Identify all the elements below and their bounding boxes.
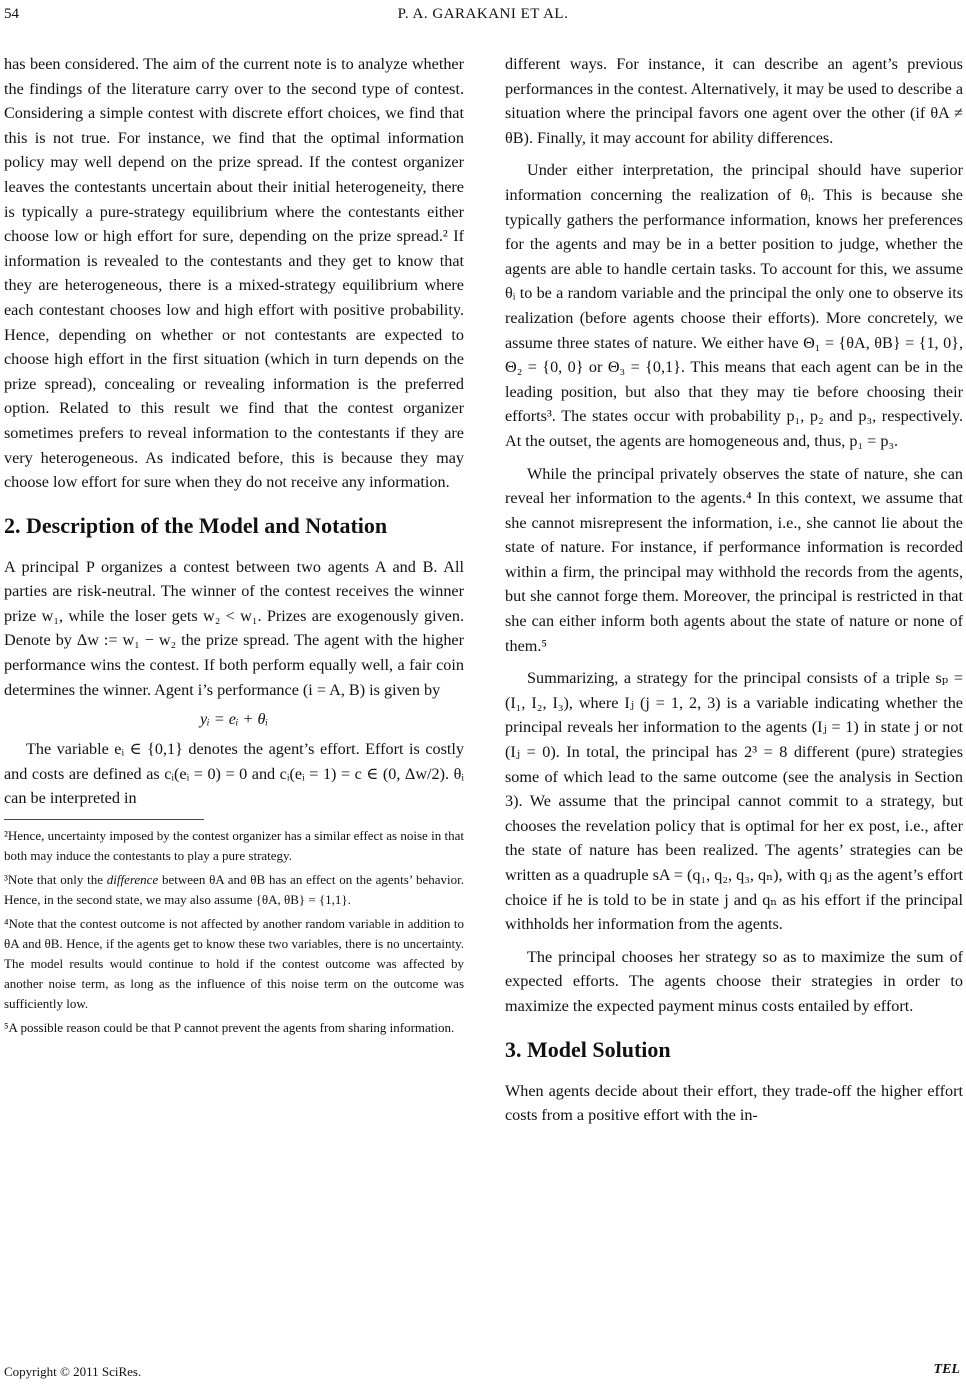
right-column — [505, 52, 963, 1136]
performance-equation: yᵢ = eᵢ + θᵢ — [199, 710, 269, 729]
model-paragraph: A principal P organizes a contest between two agents A and B. All parties are risk-neutral. The winner of the contest receives the winner prize w₁, while the loser gets w₂ < w₁. Prizes are exogenously given. Denote by Δw := w₁ − w₂ the prize spread. The agent with the higher performance wins the contest. If both perform equally well, a fair coin determines the winner. Agent i’s performance (i = A, B) is given by — [4, 557, 464, 699]
section-2-title: 2. Description of the Model and Notation — [4, 512, 388, 538]
page-number: 54 — [4, 6, 19, 22]
journal-footer: TEL — [933, 1362, 960, 1377]
copyright-footer: Copyright © 2011 SciRes. — [4, 1364, 142, 1379]
intro-paragraph: has been considered. The aim of the current note is to analyze whether the findings of the literature carry over to the second type of contest. Considering a simple contest with discrete effort choices, we find that this is not true. For instance, we find that the optimal information policy may well depend on the prize spread. If the contest organizer leaves the contestants uncertain about their initial heterogeneity, there is typically a pure-strategy equilibrium where the contestants either choose low or high effort for sure, depending on the prize spread.² If information is revealed to the contestants and they get to know that they are heterogeneous, there is a mixed-strategy equilibrium where each contestant chooses low and high effort with positive probability. Hence, depending on whether or not contestants are expected to choose high effort in the first situation (which in turn depends on the prize spread), concealing or revealing information is the preferred option. Related to this result we find that the contest organizer sometimes prefers to reveal information to the contestants if they are very heterogeneous. As indicated before, this is because they may choose low effort for sure when they do not receive any information. — [4, 55, 464, 492]
effort-paragraph: The variable eᵢ ∈ {0,1} denotes the agent’s effort. Effort is costly and costs are defined as cᵢ(eᵢ = 0) = 0 and cᵢ(eᵢ = 1) = c ∈ (0, Δw/2). θᵢ can be interpreted in — [4, 740, 464, 808]
solution-paragraph: When agents decide about their effort, they trade-off the higher effort costs from a positive effort with the in- — [505, 1081, 963, 1125]
information-paragraph: Under either interpretation, the principal should have superior information concerning the realization of θᵢ. This is because she typically gathers the performance information, knows her preferences for the agents and may be in a better position to judge, whether the agents are able to handle certain tasks. To account for this, we assume θᵢ to be a random variable and the principal the only one to observe its realization (before agents choose their efforts). More concretely, we assume three states of nature. We either have Θ₁ = {θA, θB} = {1, 0}, Θ₂ = {0, 0} or Θ₃ = {0,1}. This means that each agent can be in the leading position, but also that they may tie before choosing their efforts³. The states occur with probability p₁, p₂ and p₃, respectively. At the outset, the agents are homogeneous and, thus, p₁ = p₃. — [505, 161, 963, 450]
section-3-title: 3. Model Solution — [505, 1036, 671, 1062]
footnote-4: ⁴Note that the contest outcome is not affected by another random variable in addition to θA and θB. Hence, if the agents get to know these two variables, there is no uncertainty. The model results would continue to hold if the contest outcome was affected by another noise term, as long as the influence of this noise term on the outcome was sufficiently low. — [4, 916, 464, 1012]
footnote-rule — [4, 819, 204, 820]
footnote-5: ⁵A possible reason could be that P cannot prevent the agents from sharing information. — [4, 1020, 455, 1036]
running-head: P. A. GARAKANI ET AL. — [397, 6, 569, 22]
revelation-paragraph: While the principal privately observes the state of nature, she can reveal her information to the agents.⁴ In this context, we assume that she cannot misrepresent the information, i.e., she cannot lie about the state of nature. For instance, if performance information is recorded within a firm, the principal may withhold the records from the agents, but she cannot forge them. Moreover, the principal is restricted in that she can either inform both agents about the state of nature or none of them.⁵ — [505, 464, 963, 655]
footnote-2: ²Hence, uncertainty imposed by the contest organizer has a similar effect as noise in that both may induce the contestants to play a pure strategy. — [4, 828, 464, 864]
strategy-paragraph: Summarizing, a strategy for the principal consists of a triple sₚ = (I₁, I₂, I₃), where Iⱼ (j = 1, 2, 3) is a variable indicating whether the principal reveals her information to the agents (Iⱼ = 1) in state j or not (Iⱼ = 0). In total, the principal has 2³ = 8 different (pure) strategies some of which lead to the same outcome (see the analysis in Section 3). We assume that the principal cannot commit to a strategy, but chooses the revelation policy that is optimal for her ex post, i.e., after the state of nature has been realized. The agents’ strategies can be written as a quadruple sA = (q₁, q₂, q₃, qₙ), with qⱼ as the agent’s effort choice if he is told to be in state j and qₙ as his effort if the principal withholds her information from the agents. — [505, 669, 963, 934]
left-column — [4, 52, 464, 1042]
objective-paragraph: The principal chooses her strategy so as to maximize the sum of expected efforts. The agents choose their strategies in order to maximize the expected payment minus costs entailed by effort. — [505, 947, 963, 1015]
interpretation-paragraph: different ways. For instance, it can describe an agent’s previous performances in the contest. Alternatively, it may be used to describe a situation where the principal favors one agent over the other (if θA ≠ θB). Finally, it may account for ability differences. — [505, 55, 963, 147]
footnote-3: ³Note that only the difference between θA and θB has an effect on the agents’ behavior. Hence, in the second state, we may also assume {θA, θB} = {1,1}. — [4, 872, 464, 908]
